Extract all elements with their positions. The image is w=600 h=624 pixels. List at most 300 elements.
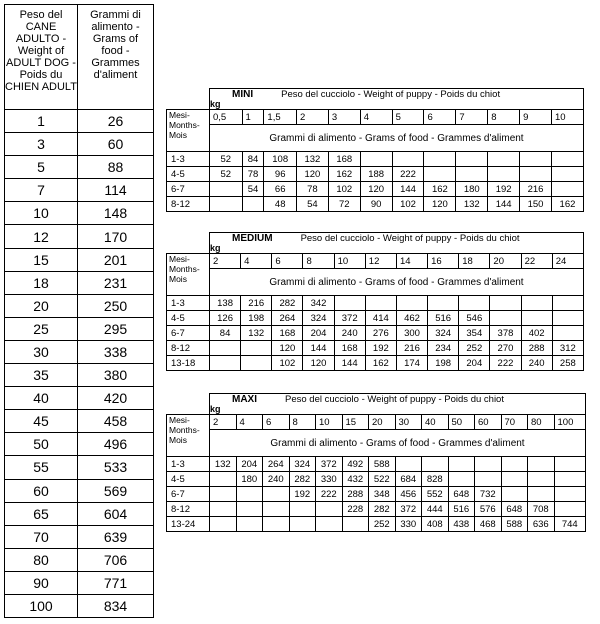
adult-weight-cell: 25	[5, 317, 78, 340]
adult-weight-cell: 15	[5, 248, 78, 271]
medium-age-cell: 13-18	[167, 356, 210, 371]
medium-age-label-line: Mesi-	[169, 254, 190, 264]
adult-table-row	[5, 110, 154, 133]
maxi-value-cell	[263, 487, 290, 502]
adult-table-row	[5, 317, 154, 340]
maxi-value-cell	[554, 472, 586, 487]
maxi-value-cell: 516	[448, 502, 475, 517]
medium-value-cell: 258	[552, 356, 583, 371]
maxi-value-cell	[210, 502, 237, 517]
medium-value-cell: 252	[459, 341, 490, 356]
medium-value-cell: 312	[552, 341, 583, 356]
medium-value-cell: 168	[334, 341, 365, 356]
medium-value-cell	[490, 296, 521, 311]
maxi-data-row	[167, 517, 586, 532]
maxi-value-cell: 744	[554, 517, 586, 532]
maxi-puppy-table	[166, 393, 586, 532]
medium-weight-header-cell: 22	[521, 254, 552, 269]
maxi-value-cell	[395, 457, 422, 472]
mini-value-cell	[488, 167, 520, 182]
medium-puppy-weight-label: Peso del cucciolo - Weight of puppy - Poids du chiot	[300, 233, 520, 244]
mini-data-row	[167, 182, 584, 197]
mini-title-cell	[210, 89, 584, 110]
maxi-value-cell	[528, 487, 555, 502]
adult-food-cell: 458	[78, 410, 154, 433]
mini-value-cell: 120	[424, 197, 456, 212]
mini-value-cell: 78	[242, 167, 264, 182]
medium-weight-header-cell: 20	[490, 254, 521, 269]
adult-food-cell: 604	[78, 502, 154, 525]
maxi-value-cell: 222	[316, 487, 343, 502]
medium-value-cell: 378	[490, 326, 521, 341]
maxi-age-cell: 8-12	[167, 502, 210, 517]
mini-weight-header-cell: 8	[488, 110, 520, 125]
maxi-value-cell: 552	[422, 487, 449, 502]
adult-weight-cell: 12	[5, 225, 78, 248]
maxi-size-name: MAXI	[232, 394, 257, 405]
mini-value-cell: 108	[264, 152, 297, 167]
adult-food-table	[4, 4, 154, 618]
adult-table-row	[5, 271, 154, 294]
maxi-value-cell: 468	[475, 517, 502, 532]
mini-value-cell: 96	[264, 167, 297, 182]
medium-data-row	[167, 326, 584, 341]
mini-value-cell: 120	[296, 167, 328, 182]
maxi-corner-blank	[167, 394, 210, 415]
medium-value-cell	[365, 296, 396, 311]
maxi-food-label-row	[167, 430, 586, 457]
maxi-puppy-weight-label: Peso del cucciolo - Weight of puppy - Poids du chiot	[285, 394, 504, 405]
adult-weight-cell: 7	[5, 179, 78, 202]
maxi-weight-header-cell: 60	[475, 415, 502, 430]
medium-weight-header-cell: 18	[459, 254, 490, 269]
adult-table-row	[5, 156, 154, 179]
maxi-value-cell	[289, 502, 316, 517]
medium-weights-row	[167, 254, 584, 269]
maxi-value-cell: 438	[448, 517, 475, 532]
mini-value-cell	[551, 152, 583, 167]
mini-size-name: MINI	[232, 89, 254, 100]
mini-data-row	[167, 197, 584, 212]
maxi-value-cell	[554, 487, 586, 502]
mini-value-cell: 144	[488, 197, 520, 212]
maxi-value-cell: 636	[528, 517, 555, 532]
mini-weight-header-cell: 0,5	[210, 110, 243, 125]
adult-weight-cell: 3	[5, 133, 78, 156]
mini-value-cell	[456, 152, 488, 167]
adult-table-row	[5, 387, 154, 410]
medium-size-name: MEDIUM	[232, 233, 273, 244]
medium-value-cell: 324	[428, 326, 459, 341]
maxi-value-cell: 330	[395, 517, 422, 532]
adult-table-row	[5, 456, 154, 479]
maxi-data-row	[167, 472, 586, 487]
maxi-value-cell	[501, 457, 528, 472]
mini-age-label	[167, 110, 210, 152]
mini-value-cell	[456, 167, 488, 182]
medium-value-cell	[552, 296, 583, 311]
maxi-value-cell: 684	[395, 472, 422, 487]
medium-value-cell	[210, 356, 241, 371]
maxi-value-cell: 588	[501, 517, 528, 532]
adult-food-header-line: Grammi di	[90, 9, 141, 21]
medium-data-row	[167, 311, 584, 326]
medium-value-cell: 354	[459, 326, 490, 341]
maxi-value-cell: 372	[316, 457, 343, 472]
maxi-weight-header-cell: 40	[422, 415, 449, 430]
adult-food-cell: 201	[78, 248, 154, 271]
maxi-weights-row	[167, 415, 586, 430]
adult-food-header	[78, 5, 154, 110]
adult-table-row	[5, 548, 154, 571]
maxi-age-cell: 13-24	[167, 517, 210, 532]
adult-table-row	[5, 225, 154, 248]
mini-value-cell: 222	[392, 167, 424, 182]
adult-table-row	[5, 433, 154, 456]
maxi-data-row	[167, 457, 586, 472]
mini-value-cell: 188	[360, 167, 392, 182]
maxi-value-cell: 228	[342, 502, 369, 517]
adult-food-cell: 834	[78, 594, 154, 617]
mini-value-cell: 144	[392, 182, 424, 197]
adult-food-cell: 420	[78, 387, 154, 410]
maxi-data-row	[167, 502, 586, 517]
mini-value-cell: 66	[264, 182, 297, 197]
adult-weight-cell: 30	[5, 340, 78, 363]
mini-value-cell	[210, 182, 243, 197]
medium-value-cell: 462	[396, 311, 427, 326]
medium-value-cell: 120	[303, 356, 334, 371]
maxi-value-cell	[501, 472, 528, 487]
mini-age-label-line: Months-	[169, 120, 200, 130]
adult-weight-cell: 45	[5, 410, 78, 433]
medium-age-cell: 6-7	[167, 326, 210, 341]
adult-weight-header-line: CANE	[25, 21, 57, 33]
maxi-title-cell	[210, 394, 586, 415]
adult-food-header-line: Grammes	[91, 57, 140, 69]
medium-weight-header-cell: 10	[334, 254, 365, 269]
mini-value-cell	[360, 152, 392, 167]
medium-value-cell	[210, 341, 241, 356]
medium-value-cell: 414	[365, 311, 396, 326]
medium-weight-header-cell: 6	[272, 254, 303, 269]
maxi-value-cell: 330	[316, 472, 343, 487]
medium-value-cell	[552, 326, 583, 341]
maxi-weight-header-cell: 80	[528, 415, 555, 430]
mini-value-cell: 72	[328, 197, 360, 212]
mini-weight-header-cell: 7	[456, 110, 488, 125]
mini-weight-header-cell: 10	[551, 110, 583, 125]
adult-table-row	[5, 594, 154, 617]
mini-value-cell: 52	[210, 167, 243, 182]
mini-value-cell: 192	[488, 182, 520, 197]
maxi-value-cell: 648	[501, 502, 528, 517]
maxi-kg-label: kg	[210, 404, 221, 414]
medium-value-cell: 240	[521, 356, 552, 371]
mini-value-cell	[424, 167, 456, 182]
maxi-value-cell	[448, 457, 475, 472]
adult-food-cell: 533	[78, 456, 154, 479]
adult-table-row	[5, 133, 154, 156]
medium-value-cell	[552, 311, 583, 326]
adult-table-row	[5, 410, 154, 433]
medium-value-cell: 126	[210, 311, 241, 326]
medium-value-cell: 282	[272, 296, 303, 311]
medium-value-cell: 174	[396, 356, 427, 371]
maxi-value-cell	[316, 517, 343, 532]
adult-weight-cell: 5	[5, 156, 78, 179]
maxi-value-cell: 648	[448, 487, 475, 502]
medium-value-cell	[241, 341, 272, 356]
medium-value-cell	[521, 296, 552, 311]
medium-value-cell: 222	[490, 356, 521, 371]
adult-food-cell: 569	[78, 479, 154, 502]
medium-value-cell: 270	[490, 341, 521, 356]
medium-title-row	[167, 233, 584, 254]
medium-puppy-table	[166, 232, 584, 371]
adult-food-cell: 114	[78, 179, 154, 202]
maxi-value-cell: 180	[236, 472, 263, 487]
mini-value-cell: 120	[360, 182, 392, 197]
medium-value-cell: 324	[303, 311, 334, 326]
mini-value-cell	[424, 152, 456, 167]
maxi-weight-header-cell: 4	[236, 415, 263, 430]
maxi-weight-header-cell: 8	[289, 415, 316, 430]
adult-table-row	[5, 364, 154, 387]
adult-food-cell: 170	[78, 225, 154, 248]
maxi-value-cell: 408	[422, 517, 449, 532]
medium-data-row	[167, 356, 584, 371]
medium-value-cell: 216	[396, 341, 427, 356]
adult-food-cell: 295	[78, 317, 154, 340]
maxi-weight-header-cell: 6	[263, 415, 290, 430]
adult-food-cell: 771	[78, 571, 154, 594]
maxi-value-cell	[236, 502, 263, 517]
adult-weight-cell: 50	[5, 433, 78, 456]
medium-value-cell: 198	[428, 356, 459, 371]
mini-value-cell: 90	[360, 197, 392, 212]
maxi-age-label-line: Mesi-	[169, 415, 190, 425]
adult-table-row	[5, 294, 154, 317]
maxi-value-cell: 708	[528, 502, 555, 517]
mini-corner-blank	[167, 89, 210, 110]
maxi-value-cell	[448, 472, 475, 487]
medium-corner-blank	[167, 233, 210, 254]
maxi-age-label	[167, 415, 210, 457]
mini-value-cell	[488, 152, 520, 167]
medium-age-label-line: Mois	[169, 274, 187, 284]
maxi-weight-header-cell: 70	[501, 415, 528, 430]
medium-value-cell: 516	[428, 311, 459, 326]
mini-age-cell: 6-7	[167, 182, 210, 197]
mini-value-cell: 102	[328, 182, 360, 197]
adult-table-row	[5, 340, 154, 363]
medium-value-cell: 372	[334, 311, 365, 326]
adult-table-row	[5, 202, 154, 225]
maxi-age-label-line: Mois	[169, 435, 187, 445]
medium-value-cell	[521, 311, 552, 326]
adult-food-header-line: alimento -	[91, 21, 140, 33]
adult-food-cell: 148	[78, 202, 154, 225]
medium-value-cell	[396, 296, 427, 311]
medium-food-label: Grammi di alimento - Grams of food - Grammes d'aliment	[210, 269, 584, 296]
maxi-value-cell: 240	[263, 472, 290, 487]
adult-food-header-line: d'aliment	[93, 69, 138, 81]
maxi-title-row	[167, 394, 586, 415]
mini-food-label: Grammi di alimento - Grams of food - Grammes d'aliment	[210, 125, 584, 152]
medium-value-cell: 132	[241, 326, 272, 341]
medium-value-cell: 192	[365, 341, 396, 356]
medium-value-cell: 138	[210, 296, 241, 311]
mini-age-cell: 1-3	[167, 152, 210, 167]
medium-age-cell: 8-12	[167, 341, 210, 356]
medium-value-cell: 264	[272, 311, 303, 326]
mini-value-cell: 84	[242, 152, 264, 167]
adult-table-row	[5, 479, 154, 502]
adult-table-row	[5, 571, 154, 594]
medium-value-cell: 234	[428, 341, 459, 356]
medium-value-cell: 144	[334, 356, 365, 371]
adult-food-cell: 706	[78, 548, 154, 571]
medium-value-cell: 84	[210, 326, 241, 341]
maxi-value-cell	[475, 472, 502, 487]
mini-data-row	[167, 152, 584, 167]
adult-table-header	[5, 5, 154, 110]
adult-weight-cell: 35	[5, 364, 78, 387]
mini-value-cell	[520, 152, 552, 167]
medium-age-label	[167, 254, 210, 296]
maxi-value-cell	[316, 502, 343, 517]
medium-value-cell	[459, 296, 490, 311]
mini-age-label-line: Mois	[169, 130, 187, 140]
maxi-weight-header-cell: 20	[369, 415, 396, 430]
mini-value-cell: 132	[456, 197, 488, 212]
mini-weight-header-cell: 1,5	[264, 110, 297, 125]
maxi-value-cell: 288	[342, 487, 369, 502]
medium-weight-header-cell: 12	[365, 254, 396, 269]
maxi-value-cell: 456	[395, 487, 422, 502]
adult-weight-header-line: CHIEN ADULT	[5, 81, 77, 93]
medium-value-cell: 204	[459, 356, 490, 371]
adult-weight-cell: 40	[5, 387, 78, 410]
maxi-value-cell: 492	[342, 457, 369, 472]
maxi-value-cell	[475, 457, 502, 472]
adult-food-header-line: Grams of	[92, 33, 139, 45]
medium-value-cell: 162	[365, 356, 396, 371]
maxi-value-cell	[210, 487, 237, 502]
adult-weight-header-line: Poids du	[19, 69, 63, 81]
maxi-age-label-line: Months-	[169, 425, 200, 435]
adult-weight-cell: 55	[5, 456, 78, 479]
maxi-weight-header-cell: 50	[448, 415, 475, 430]
mini-weight-header-cell: 9	[520, 110, 552, 125]
mini-value-cell: 162	[551, 197, 583, 212]
mini-kg-label: kg	[210, 99, 221, 109]
maxi-age-cell: 1-3	[167, 457, 210, 472]
adult-weight-cell: 20	[5, 294, 78, 317]
adult-weight-header-line: Peso del	[19, 9, 63, 21]
maxi-value-cell: 132	[210, 457, 237, 472]
medium-value-cell: 168	[272, 326, 303, 341]
medium-value-cell: 288	[521, 341, 552, 356]
medium-food-label-row	[167, 269, 584, 296]
maxi-value-cell	[342, 517, 369, 532]
mini-value-cell: 162	[424, 182, 456, 197]
mini-value-cell	[392, 152, 424, 167]
maxi-value-cell: 264	[263, 457, 290, 472]
medium-value-cell: 402	[521, 326, 552, 341]
mini-value-cell	[210, 197, 243, 212]
maxi-value-cell	[236, 517, 263, 532]
mini-value-cell	[551, 182, 583, 197]
adult-food-cell: 496	[78, 433, 154, 456]
medium-value-cell: 216	[241, 296, 272, 311]
maxi-value-cell: 576	[475, 502, 502, 517]
mini-puppy-weight-label: Peso del cucciolo - Weight of puppy - Poids du chiot	[281, 89, 501, 100]
medium-value-cell: 204	[303, 326, 334, 341]
mini-puppy-table	[166, 88, 584, 212]
maxi-value-cell	[554, 457, 586, 472]
maxi-value-cell	[289, 517, 316, 532]
mini-value-cell: 168	[328, 152, 360, 167]
medium-value-cell: 102	[272, 356, 303, 371]
maxi-puppy-table-wrap	[166, 393, 586, 532]
medium-value-cell	[490, 311, 521, 326]
adult-weight-header-line: ADULTO -	[15, 33, 67, 45]
maxi-value-cell	[236, 487, 263, 502]
adult-food-cell: 88	[78, 156, 154, 179]
maxi-weight-header-cell: 15	[342, 415, 369, 430]
maxi-data-row	[167, 487, 586, 502]
maxi-weight-header-cell: 2	[210, 415, 237, 430]
maxi-value-cell	[528, 457, 555, 472]
adult-weight-cell: 90	[5, 571, 78, 594]
mini-value-cell: 216	[520, 182, 552, 197]
mini-value-cell: 180	[456, 182, 488, 197]
medium-kg-label: kg	[210, 243, 221, 253]
medium-age-cell: 4-5	[167, 311, 210, 326]
maxi-value-cell: 192	[289, 487, 316, 502]
medium-value-cell: 198	[241, 311, 272, 326]
maxi-age-cell: 6-7	[167, 487, 210, 502]
adult-table-row	[5, 248, 154, 271]
adult-food-cell: 380	[78, 364, 154, 387]
mini-value-cell: 162	[328, 167, 360, 182]
medium-data-row	[167, 296, 584, 311]
mini-value-cell: 54	[242, 182, 264, 197]
medium-weight-header-cell: 8	[303, 254, 334, 269]
medium-weight-header-cell: 4	[241, 254, 272, 269]
medium-value-cell: 120	[272, 341, 303, 356]
adult-food-cell: 26	[78, 110, 154, 133]
mini-value-cell: 48	[264, 197, 297, 212]
adult-weight-cell: 10	[5, 202, 78, 225]
mini-value-cell: 150	[520, 197, 552, 212]
adult-table-row	[5, 525, 154, 548]
medium-value-cell	[428, 296, 459, 311]
mini-value-cell: 52	[210, 152, 243, 167]
adult-weight-cell: 65	[5, 502, 78, 525]
adult-table-row	[5, 179, 154, 202]
medium-weight-header-cell: 2	[210, 254, 241, 269]
maxi-value-cell	[501, 487, 528, 502]
mini-value-cell	[551, 167, 583, 182]
maxi-value-cell	[263, 517, 290, 532]
maxi-value-cell: 432	[342, 472, 369, 487]
medium-value-cell	[334, 296, 365, 311]
adult-food-cell: 231	[78, 271, 154, 294]
maxi-value-cell: 204	[236, 457, 263, 472]
